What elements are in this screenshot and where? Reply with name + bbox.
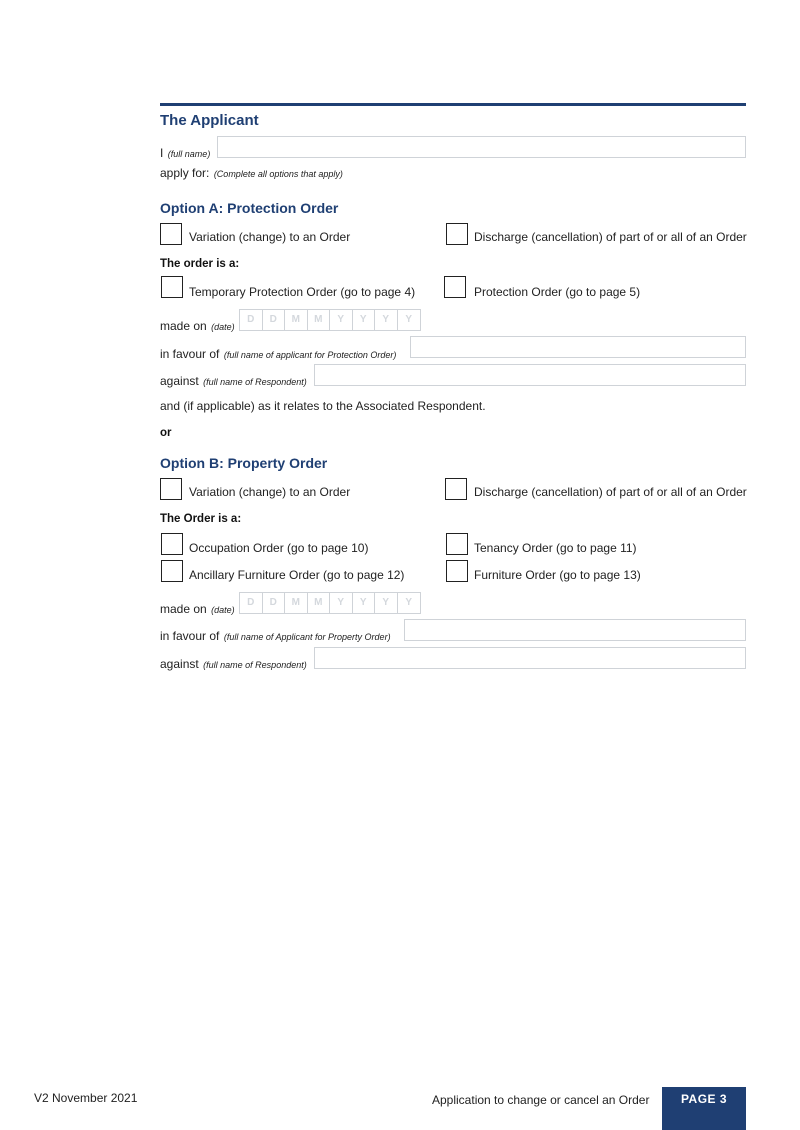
- option-a-made-on-group: [160, 317, 235, 335]
- i-label: I: [160, 146, 164, 160]
- date-year-2: Y: [353, 310, 376, 330]
- option-b-date-input[interactable]: [239, 592, 421, 614]
- date-note: (date): [211, 605, 235, 615]
- option-b-made-on-group: [160, 600, 235, 618]
- furniture-order-label: Furniture Order (go to page 13): [474, 568, 641, 582]
- option-b-order-is-label: The Order is a:: [160, 513, 242, 525]
- applicant-heading: The Applicant: [160, 112, 259, 129]
- tenancy-order-checkbox[interactable]: [446, 533, 468, 555]
- page-number-badge: PAGE 3: [662, 1087, 746, 1130]
- date-month-1: M: [285, 593, 308, 613]
- against-label: against: [160, 657, 199, 671]
- footer-doc-title: Application to change or cancel an Order: [432, 1093, 650, 1107]
- occupation-order-checkbox[interactable]: [161, 533, 183, 555]
- section-rule: [160, 103, 746, 106]
- date-day-1: D: [240, 310, 263, 330]
- apply-for-label-group: [160, 164, 343, 182]
- option-b-favour-input[interactable]: [404, 619, 746, 641]
- made-on-label: made on: [160, 602, 207, 616]
- date-year-3: Y: [375, 593, 398, 613]
- against-note: (full name of Respondent): [203, 377, 307, 387]
- option-a-against-input[interactable]: [314, 364, 746, 386]
- option-a-variation-label: Variation (change) to an Order: [189, 230, 351, 244]
- option-b-discharge-label: Discharge (cancellation) of part of or all of an Order: [474, 485, 747, 499]
- apply-for-label: apply for:: [160, 166, 210, 180]
- date-year-1: Y: [330, 593, 353, 613]
- favour-label: in favour of: [160, 629, 220, 643]
- against-note: (full name of Respondent): [203, 660, 307, 670]
- against-label: against: [160, 374, 199, 388]
- favour-label: in favour of: [160, 347, 220, 361]
- occupation-order-label: Occupation Order (go to page 10): [189, 541, 369, 555]
- apply-for-note: (Complete all options that apply): [213, 169, 343, 179]
- or-text: or: [160, 427, 172, 439]
- full-name-input[interactable]: [217, 136, 746, 158]
- date-day-2: D: [263, 310, 286, 330]
- date-year-1: Y: [330, 310, 353, 330]
- option-a-order-is-label: The order is a:: [160, 258, 240, 270]
- footer-version: V2 November 2021: [34, 1091, 138, 1105]
- date-day-1: D: [240, 593, 263, 613]
- full-name-note: (full name): [167, 149, 211, 159]
- option-b-variation-label: Variation (change) to an Order: [189, 485, 351, 499]
- full-name-label-group: [160, 144, 210, 162]
- option-a-heading: Option A: Protection Order: [160, 200, 339, 216]
- favour-note: (full name of applicant for Protection Order): [223, 350, 397, 360]
- option-a-against-group: [160, 372, 307, 390]
- option-b-variation-checkbox[interactable]: [160, 478, 182, 500]
- temporary-protection-label: Temporary Protection Order (go to page 4): [189, 285, 416, 299]
- date-year-2: Y: [353, 593, 376, 613]
- tenancy-order-label: Tenancy Order (go to page 11): [474, 541, 637, 555]
- date-year-3: Y: [375, 310, 398, 330]
- option-a-favour-group: [160, 345, 396, 363]
- option-a-favour-input[interactable]: [410, 336, 746, 358]
- ancillary-furniture-checkbox[interactable]: [161, 560, 183, 582]
- option-b-favour-group: [160, 627, 391, 645]
- date-day-2: D: [263, 593, 286, 613]
- date-note: (date): [211, 322, 235, 332]
- option-a-discharge-label: Discharge (cancellation) of part of or all of an Order: [474, 230, 747, 244]
- option-b-discharge-checkbox[interactable]: [445, 478, 467, 500]
- favour-note: (full name of Applicant for Property Order): [223, 632, 391, 642]
- option-a-date-input[interactable]: [239, 309, 421, 331]
- option-b-heading: Option B: Property Order: [160, 455, 328, 471]
- made-on-label: made on: [160, 319, 207, 333]
- ancillary-furniture-label: Ancillary Furniture Order (go to page 12): [189, 568, 405, 582]
- option-a-variation-checkbox[interactable]: [160, 223, 182, 245]
- protection-order-label: Protection Order (go to page 5): [474, 285, 641, 299]
- option-b-against-group: [160, 655, 307, 673]
- protection-order-checkbox[interactable]: [444, 276, 466, 298]
- option-a-discharge-checkbox[interactable]: [446, 223, 468, 245]
- date-month-1: M: [285, 310, 308, 330]
- date-year-4: Y: [405, 314, 413, 325]
- date-month-2: M: [308, 593, 331, 613]
- option-b-against-input[interactable]: [314, 647, 746, 669]
- furniture-order-checkbox[interactable]: [446, 560, 468, 582]
- date-year-4: Y: [405, 597, 413, 608]
- temporary-protection-checkbox[interactable]: [161, 276, 183, 298]
- date-month-2: M: [308, 310, 331, 330]
- associated-respondent-text: and (if applicable) as it relates to the Associated Respondent.: [160, 399, 486, 413]
